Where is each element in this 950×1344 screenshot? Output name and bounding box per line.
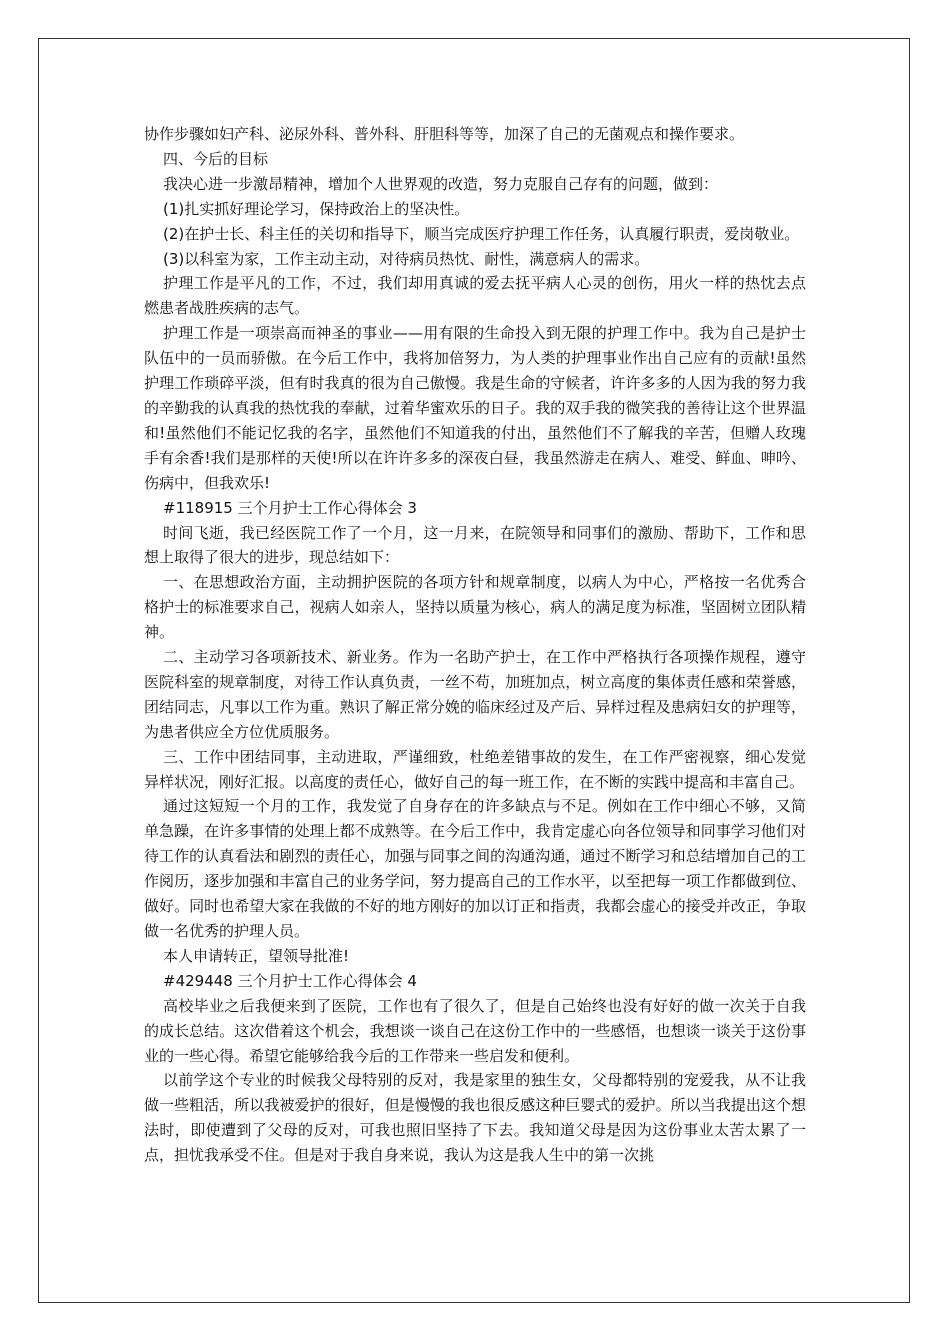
paragraph: 通过这短短一个月的工作，我发觉了自身存在的许多缺点与不足。例如在工作中细心不够，又简单急躁，在许多事情的处理上都不成熟等。在今后工作中，我肯定虚心向各位领导和同事学习他们对待工作的认真看法和剧烈的责任心，加强与同事之间的沟通沟通，通过不断学习和总结增加自己的工作阅历，逐步加强和丰富自己的业务学问，努力提高自己的工作水平，以至把每一项工作都做到位、做好。同时也希望大家在我做的不好的地方刚好的加以订正和指责，我都会虚心的接受并改正，争取做一名优秀的护理人员。 — [144, 797, 806, 940]
article-heading: #118915 三个月护士工作心得体会 3 — [163, 498, 417, 517]
paragraph: 我决心进一步激昂精神，增加个人世界观的改造，努力克服自己存有的问题，做到： — [163, 174, 719, 193]
paragraph: 二、主动学习各项新技术、新业务。作为一名助产护士，在工作中严格执行各项操作规程，遵守医院科室的规章制度，对待工作认真负责，一丝不苟，加班加点，树立高度的集体责任感和荣誉感，团结同志，凡事以工作为重。熟识了解正常分娩的临床经过及产后、异样过程及患病妇女的护理等，为患者供应全方位优质服务。 — [144, 648, 806, 741]
article-heading: #429448 三个月护士工作心得体会 4 — [163, 971, 417, 990]
list-item: (3)以科室为家，工作主动主动，对待病员热忱、耐性，满意病人的需求。 — [163, 249, 650, 268]
paragraph: 护理工作是一项崇高而神圣的事业——用有限的生命投入到无限的护理工作中。我为自己是护士队伍中的一员而骄傲。在今后工作中，我将加倍努力，为人类的护理事业作出自己应有的贡献!虽然护理工作琐碎平淡，但有时我真的很为自己傲慢。我是生命的守候者，许许多多的人因为我的努力我的辛勤我的认真我的热忱我的奉献，过着华蜜欢乐的日子。我的双手我的微笑我的善待让这个世界温和!虽然他们不能记忆我的名字，虽然他们不知道我的付出，虽然他们不了解我的辛苦，但赠人玫瑰手有余香!我们是那样的天使!所以在许许多多的深夜白昼，我虽然游走在病人、难受、鲜血、呻吟、伤病中，但我欢乐! — [144, 324, 806, 492]
section-heading: 四、今后的目标 — [163, 149, 269, 168]
paragraph: 时间飞逝，我已经医院工作了一个月，这一月来，在院领导和同事们的激励、帮助下，工作和思想上取得了很大的进步，现总结如下： — [144, 523, 806, 567]
paragraph: 一、在思想政治方面，主动拥护医院的各项方针和规章制度，以病人为中心，严格按一名优秀合格护士的标准要求自己，视病人如亲人，坚持以质量为核心，病人的满足度为标准，坚固树立团队精神。 — [144, 573, 806, 642]
paragraph: 以前学这个专业的时候我父母特别的反对，我是家里的独生女，父母都特别的宠爱我，从不让我做一些粗活，所以我被爱护的很好，但是慢慢的我也很反感这种巨婴式的爱护。所以当我提出这个想法时，即使遭到了父母的反对，可我也照旧坚持了下去。我知道父母是因为这份事业太苦太累了一点，担忧我承受不住。但是对于我自身来说，我认为这是我人生中的第一次挑 — [144, 1071, 806, 1165]
document-body — [144, 122, 806, 1168]
list-item: (2)在护士长、科主任的关切和指导下，顺当完成医疗护理工作任务，认真履行职责，爱岗敬业。 — [163, 224, 800, 243]
paragraph: 高校毕业之后我便来到了医院，工作也有了很久了，但是自己始终也没有好好的做一次关于自我的成长总结。这次借着这个机会，我想谈一谈自己在这份工作中的一些感悟，也想谈一谈关于这份事业的一些心得。希望它能够给我今后的工作带来一些启发和便利。 — [144, 996, 806, 1065]
paragraph: 本人申请转正，望领导批准! — [163, 946, 350, 965]
paragraph: 协作步骤如妇产科、泌尿外科、普外科、肝胆科等等，加深了自己的无菌观点和操作要求。 — [144, 125, 745, 143]
paragraph: 三、工作中团结同事，主动进取，严谨细致，杜绝差错事故的发生，在工作严密视察，细心发觉异样状况，刚好汇报。以高度的责任心，做好自己的每一班工作，在不断的实践中提高和丰富自己。 — [144, 747, 806, 791]
paragraph: 护理工作是平凡的工作，不过，我们却用真诚的爱去抚平病人心灵的创伤，用火一样的热忱去点燃患者战胜疾病的志气。 — [144, 274, 806, 318]
list-item: (1)扎实抓好理论学习，保持政治上的坚决性。 — [163, 199, 470, 218]
